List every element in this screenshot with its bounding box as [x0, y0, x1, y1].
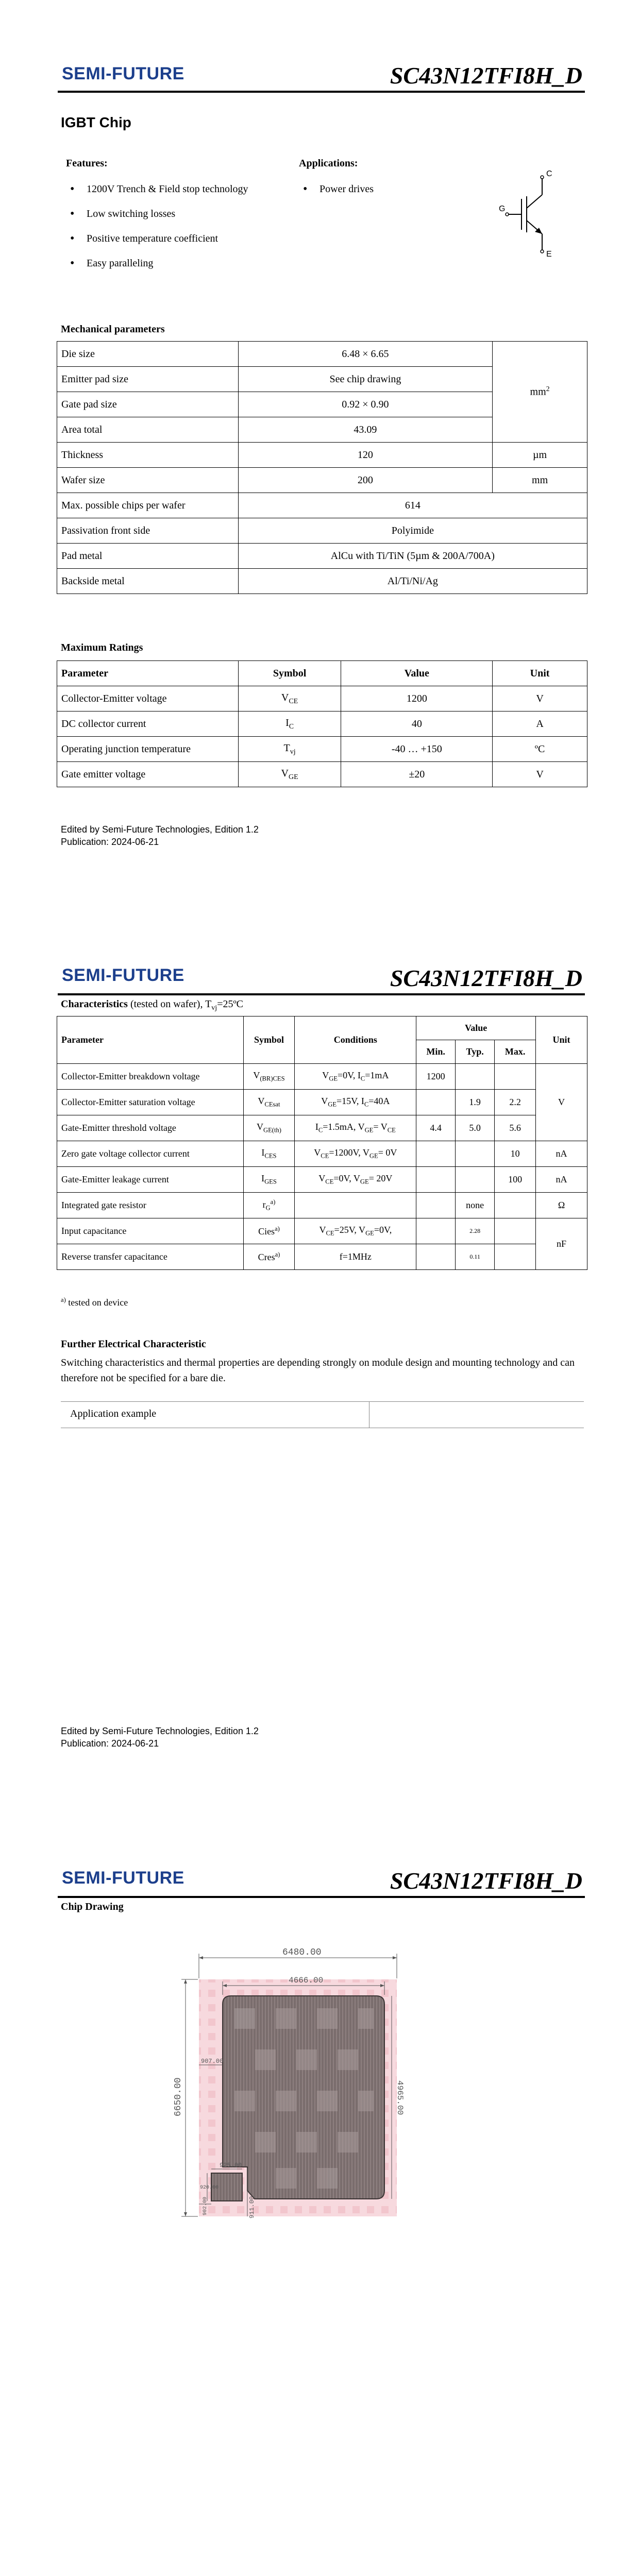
feature-item: • Easy paralleling	[66, 258, 303, 282]
table-row	[57, 1167, 587, 1193]
header-rule	[58, 993, 585, 995]
table-row	[57, 686, 587, 711]
char-param: Integrated gate resistor	[57, 1193, 244, 1218]
table-row	[57, 468, 587, 493]
max-ratings-title: Maximum Ratings	[61, 642, 143, 653]
max-value: ±20	[341, 762, 493, 787]
dim-top-outer: 6480.00	[282, 1947, 322, 1958]
chip-drawing	[165, 1946, 453, 2235]
dim-top-inner: 4666.00	[289, 1976, 324, 1985]
mech-param: Gate pad size	[57, 392, 239, 417]
table-row	[57, 1064, 587, 1090]
table-header-row	[57, 661, 587, 686]
max-param: Operating junction temperature	[57, 737, 239, 762]
application-example-label: Application example	[70, 1408, 157, 1419]
char-unit: Ω	[536, 1193, 587, 1218]
application-example-box	[61, 1401, 584, 1428]
char-param: Gate-Emitter leakage current	[57, 1167, 244, 1193]
mech-value: 43.09	[238, 417, 492, 443]
table-row	[57, 342, 587, 367]
char-max: 5.6	[495, 1115, 536, 1141]
max-param: Collector-Emitter voltage	[57, 686, 239, 711]
page-3	[0, 1807, 639, 2576]
char-unit: nA	[536, 1141, 587, 1167]
char-typ: 2.28	[456, 1218, 495, 1244]
char-unit: V	[536, 1064, 587, 1141]
mech-title: Mechanical parameters	[61, 324, 165, 335]
mech-param: Passivation front side	[57, 518, 239, 544]
company-logo: SEMI-FUTURE	[62, 965, 184, 985]
char-min: 4.4	[416, 1115, 456, 1141]
char-param: Reverse transfer capacitance	[57, 1244, 244, 1270]
footer	[61, 1725, 259, 1750]
char-condition	[295, 1193, 416, 1218]
char-max: 10	[495, 1141, 536, 1167]
mech-value: Polyimide	[238, 518, 587, 544]
mech-value: 614	[238, 493, 587, 518]
char-symbol: $I_{GES}$	[243, 1167, 295, 1193]
col-header: Symbol	[238, 661, 341, 686]
char-min	[416, 1193, 456, 1218]
table-footnote: $^{a)}$ tested on device	[61, 1296, 128, 1308]
features-list	[66, 183, 303, 282]
dim-left-mid: 907.00	[201, 2058, 224, 2065]
max-param: DC collector current	[57, 711, 239, 737]
mech-unit: µm	[493, 443, 587, 468]
char-symbol: $r_G^{a)}$	[243, 1193, 295, 1218]
char-min	[416, 1244, 456, 1270]
col-header: Typ.	[456, 1040, 495, 1064]
char-condition: $V_{GE}=15V$, $I_C=40A$	[295, 1090, 416, 1115]
char-symbol: $V_{(BR)CES}$	[243, 1064, 295, 1090]
features-title: Features:	[66, 158, 108, 169]
symbol-label-c: C	[546, 170, 552, 178]
col-header: Parameter	[57, 1016, 244, 1064]
char-max: 100	[495, 1167, 536, 1193]
mech-param: Backside metal	[57, 569, 239, 594]
footer-publication: Publication: 2024-06-21	[61, 1738, 159, 1749]
char-typ	[456, 1167, 495, 1193]
col-header: Min.	[416, 1040, 456, 1064]
col-header: Value	[341, 661, 493, 686]
char-max	[495, 1193, 536, 1218]
char-typ	[456, 1141, 495, 1167]
feature-item: • 1200V Trench & Field stop technology	[66, 183, 303, 208]
table-row	[57, 1141, 587, 1167]
table-header-row	[57, 1016, 587, 1040]
chip-drawing-title: Chip Drawing	[61, 1901, 124, 1912]
page-2	[0, 904, 639, 1807]
char-symbol: $I_{CES}$	[243, 1141, 295, 1167]
char-condition: $V_{CE}=25V$, $V_{GE}=0V$,	[295, 1218, 416, 1244]
application-item: • Power drives	[299, 183, 453, 208]
dim-left-outer: 6650.00	[173, 2077, 183, 2116]
mech-value: AlCu with Ti/TiN (5µm & 200A/700A)	[238, 544, 587, 569]
char-condition: $I_C=1.5mA$, $V_{GE}= V_{CE}$	[295, 1115, 416, 1141]
mech-unit: mm	[493, 468, 587, 493]
dim-right-side: 4965.00	[395, 2080, 405, 2115]
page-1	[0, 0, 639, 904]
table-row	[57, 762, 587, 787]
dim-gate-bottom: 902.00	[203, 2196, 208, 2215]
applications-title: Applications:	[299, 158, 358, 169]
max-ratings-table	[57, 660, 587, 787]
char-condition: $V_{GE}=0V$, $I_C=1mA$	[295, 1064, 416, 1090]
char-param: Zero gate voltage collector current	[57, 1141, 244, 1167]
char-typ: 1.9	[456, 1090, 495, 1115]
max-symbol: $I_C$	[238, 711, 341, 737]
char-typ: 0.11	[456, 1244, 495, 1270]
table-row	[57, 544, 587, 569]
table-row	[57, 493, 587, 518]
igbt-symbol-icon	[498, 168, 570, 261]
char-symbol: $V_{GE(th)}$	[243, 1115, 295, 1141]
char-param: Input capacitance	[57, 1218, 244, 1244]
feature-item: • Positive temperature coefficient	[66, 233, 303, 258]
max-value: 1200	[341, 686, 493, 711]
char-max	[495, 1064, 536, 1090]
table-row	[57, 443, 587, 468]
char-param: Collector-Emitter breakdown voltage	[57, 1064, 244, 1090]
max-symbol: $V_{GE}$	[238, 762, 341, 787]
char-condition: $V_{CE}=0V$, $V_{GE}= 20V$	[295, 1167, 416, 1193]
table-row	[57, 1218, 587, 1244]
table-row	[57, 1115, 587, 1141]
mech-value: See chip drawing	[238, 367, 492, 392]
char-max: 2.2	[495, 1090, 536, 1115]
mech-param: Area total	[57, 417, 239, 443]
mech-param: Die size	[57, 342, 239, 367]
mech-value: 0.92 × 0.90	[238, 392, 492, 417]
char-min: 1200	[416, 1064, 456, 1090]
table-row	[57, 1244, 587, 1270]
max-unit: V	[493, 686, 587, 711]
max-value: -40 … +150	[341, 737, 493, 762]
table-row	[57, 737, 587, 762]
company-logo: SEMI-FUTURE	[62, 64, 184, 83]
col-header: Conditions	[295, 1016, 416, 1064]
footer-edition: Edited by Semi-Future Technologies, Edition 1.2	[61, 1726, 259, 1736]
char-param: Gate-Emitter threshold voltage	[57, 1115, 244, 1141]
col-header: Unit	[536, 1016, 587, 1064]
header-rule	[58, 1896, 585, 1898]
col-header: Parameter	[57, 661, 239, 686]
characteristics-table	[57, 1016, 587, 1270]
char-symbol: Cies$^{a)}$	[243, 1218, 295, 1244]
further-text: Switching characteristics and thermal properties are depending strongly on module design and mounting technology and can therefore not be specified for a bare die.	[61, 1357, 575, 1384]
feature-item: • Low switching losses	[66, 208, 303, 233]
max-symbol: $T_{vj}$	[238, 737, 341, 762]
char-min	[416, 1090, 456, 1115]
product-title: IGBT Chip	[61, 114, 131, 130]
part-number: SC43N12TFI8H_D	[390, 965, 582, 991]
char-unit: nA	[536, 1167, 587, 1193]
col-header: Value	[416, 1016, 536, 1040]
max-value: 40	[341, 711, 493, 737]
mech-param: Wafer size	[57, 468, 239, 493]
mech-param: Emitter pad size	[57, 367, 239, 392]
char-typ	[456, 1064, 495, 1090]
header-rule	[58, 91, 585, 93]
dim-gate-top: 925.00	[220, 2162, 242, 2169]
part-number: SC43N12TFI8H_D	[390, 62, 582, 89]
char-symbol: Cres$^{a)}$	[243, 1244, 295, 1270]
char-param: Collector-Emitter saturation voltage	[57, 1090, 244, 1115]
max-symbol: $V_{CE}$	[238, 686, 341, 711]
char-min	[416, 1167, 456, 1193]
footer-edition: Edited by Semi-Future Technologies, Edition 1.2	[61, 824, 259, 835]
dim-gate-left: 920.00	[200, 2185, 219, 2191]
company-logo: SEMI-FUTURE	[62, 1868, 184, 1888]
table-row	[57, 518, 587, 544]
col-header: Symbol	[243, 1016, 295, 1064]
mechanical-table	[57, 341, 587, 594]
max-unit: A	[493, 711, 587, 737]
char-max	[495, 1244, 536, 1270]
char-typ: 5.0	[456, 1115, 495, 1141]
symbol-label-g: G	[499, 205, 506, 213]
max-unit: V	[493, 762, 587, 787]
dim-bottom-mid: 911.00	[248, 2196, 256, 2218]
char-typ: none	[456, 1193, 495, 1218]
characteristics-title: Characteristics (tested on wafer), $T_{vj}=25ºC$	[61, 998, 244, 1012]
mech-param: Pad metal	[57, 544, 239, 569]
char-min	[416, 1141, 456, 1167]
mech-param: Thickness	[57, 443, 239, 468]
table-row	[57, 1193, 587, 1218]
footer-publication: Publication: 2024-06-21	[61, 837, 159, 847]
char-min	[416, 1218, 456, 1244]
table-row	[57, 569, 587, 594]
applications-list	[299, 183, 453, 208]
mech-value: 6.48 × 6.65	[238, 342, 492, 367]
max-unit: ºC	[493, 737, 587, 762]
col-header: Unit	[493, 661, 587, 686]
table-row	[57, 1090, 587, 1115]
char-unit: nF	[536, 1218, 587, 1270]
further-title: Further Electrical Characteristic	[61, 1338, 206, 1350]
symbol-label-e: E	[546, 250, 552, 259]
footer	[61, 823, 259, 848]
part-number: SC43N12TFI8H_D	[390, 1868, 582, 1894]
mech-param: Max. possible chips per wafer	[57, 493, 239, 518]
char-symbol: $V_{CEsat}$	[243, 1090, 295, 1115]
char-condition: $V_{CE}=1200V$, $V_{GE}= 0V$	[295, 1141, 416, 1167]
max-param: Gate emitter voltage	[57, 762, 239, 787]
table-row	[57, 711, 587, 737]
char-condition: f=1MHz	[295, 1244, 416, 1270]
mech-value: Al/Ti/Ni/Ag	[238, 569, 587, 594]
mech-value: 120	[238, 443, 492, 468]
col-header: Max.	[495, 1040, 536, 1064]
char-max	[495, 1218, 536, 1244]
mech-value: 200	[238, 468, 492, 493]
mech-unit-area: $mm^2$	[493, 342, 587, 443]
